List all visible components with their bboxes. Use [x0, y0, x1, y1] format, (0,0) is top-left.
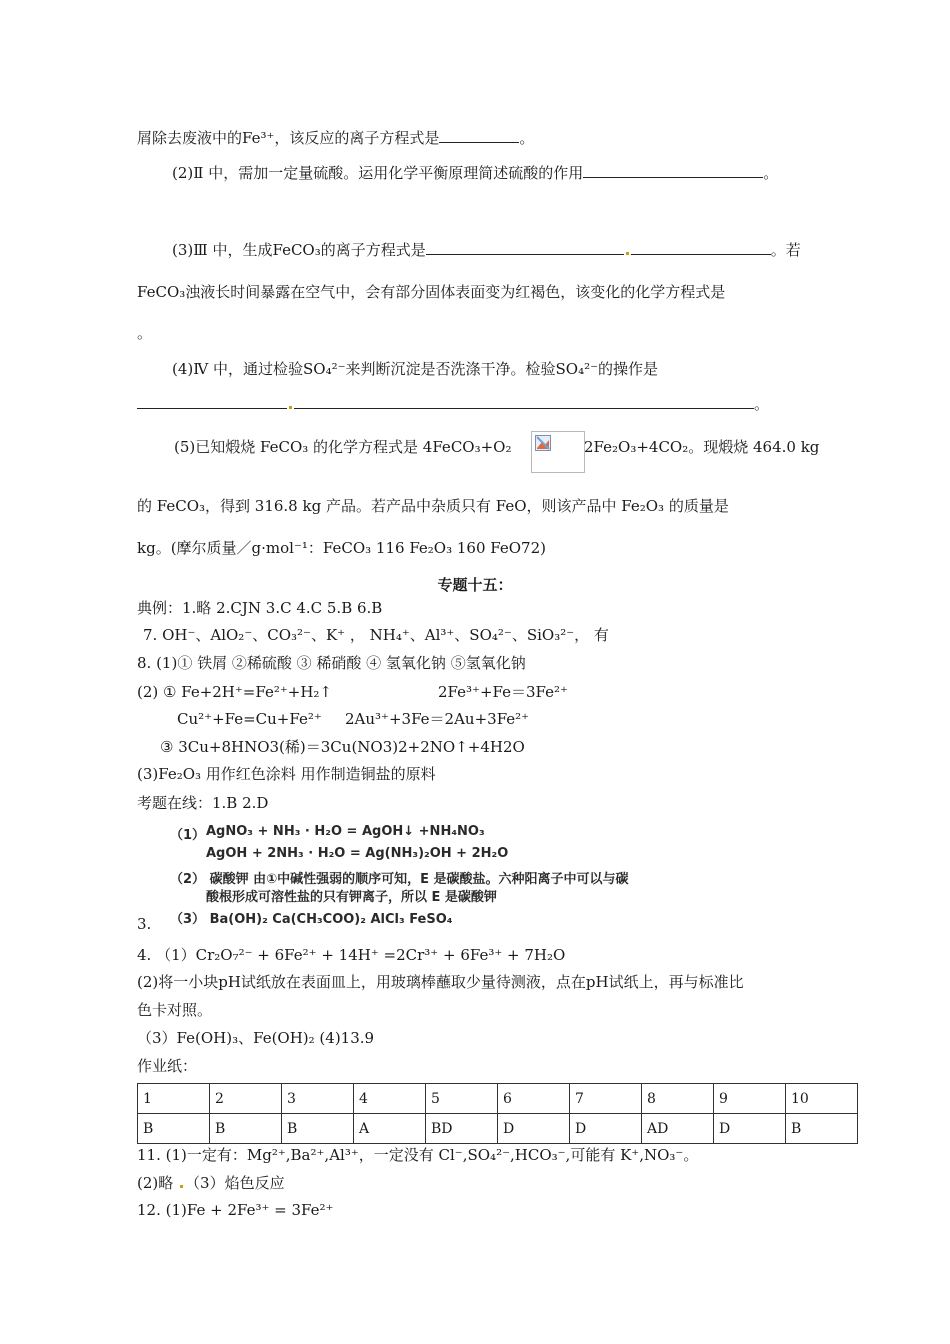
table-cell: A: [354, 1114, 426, 1144]
question-3-text-c: 。: [137, 324, 153, 342]
table-cell: B: [138, 1114, 210, 1144]
table-cell: B: [282, 1114, 354, 1144]
answer-line-8-2c: Cu²⁺+Fe=Cu+Fe²⁺: [177, 710, 322, 728]
question-2-text: (2)Ⅱ 中，需加一定量硫酸。运用化学平衡原理简述硫酸的作用: [172, 164, 584, 182]
answer-table: [137, 1083, 858, 1144]
answer-blank: [631, 240, 771, 255]
mark-dot: [289, 406, 292, 409]
table-header-row: [138, 1084, 858, 1114]
question-1-end: 。: [519, 129, 535, 147]
scan-line-3: （2） 碳酸钾 由①中碱性强弱的顺序可知，E 是碳酸盐。六种阳离子中可以与碳: [170, 872, 629, 887]
table-cell: 10: [786, 1084, 858, 1114]
table-cell: 9: [714, 1084, 786, 1114]
homework-label: 作业纸：: [137, 1057, 198, 1075]
question-4-blank-line: [137, 394, 769, 414]
table-cell: 2: [210, 1084, 282, 1114]
answer-11-2-text: (2)略: [137, 1174, 179, 1192]
question-5-text-left: (5)已知煅烧 FeCO₃ 的化学方程式是 4FeCO₃+O₂: [174, 438, 512, 456]
answer-blank: [426, 240, 624, 255]
question-5-line-c: [137, 538, 546, 558]
table-cell: 4: [354, 1084, 426, 1114]
question-5-left: [174, 437, 511, 457]
table-cell: D: [498, 1114, 570, 1144]
mark-dot: [626, 252, 629, 255]
table-cell: 8: [642, 1084, 714, 1114]
table-cell: B: [786, 1114, 858, 1144]
scan-line-4: 酸根形成可溶性盐的只有钾离子，所以 E 是碳酸钾: [206, 890, 497, 905]
answer-line-4: 4. （1）Cr₂O₇²⁻ + 6Fe²⁺ + 14H⁺ =2Cr³⁺ + 6Fe³⁺ + 7H₂O: [137, 946, 566, 964]
question-2-end: 。: [763, 164, 779, 182]
answer-line-4-2: (2)将一小块pH试纸放在表面皿上，用玻璃棒蘸取少量待测液，点在pH试纸上，再与标准比: [137, 973, 744, 991]
question-3-line-b: [137, 282, 725, 302]
section-heading: 专题十五：: [437, 576, 513, 594]
question-3-end: 。若: [770, 241, 801, 259]
question-5-text-b: 的 FeCO₃，得到 316.8 kg 产品。若产品中杂质只有 FeO，则该产品中 Fe₂O₃ 的质量是: [137, 497, 729, 515]
question-5-line-b: [137, 496, 729, 516]
answer-line-examples: 典例：1.略 2.CJN 3.C 4.C 5.B 6.B: [137, 599, 383, 617]
answer-line-8-2b: 2Fe³⁺+Fe＝3Fe²⁺: [438, 683, 568, 701]
scan-line-1b: AgNO₃ + NH₃ · H₂O = AgOH↓ +NH₄NO₃: [206, 824, 485, 839]
question-2-line: [172, 163, 778, 183]
answer-line-8-2d: 2Au³⁺+3Fe＝2Au+3Fe²⁺: [345, 710, 530, 728]
question-5-text-c: kg。(摩尔质量／g·mol⁻¹：FeCO₃ 116 Fe₂O₃ 160 FeO72): [137, 539, 546, 557]
table-cell: B: [210, 1114, 282, 1144]
answer-11-3-text: （3）焰色反应: [185, 1174, 285, 1192]
table-cell: D: [714, 1114, 786, 1144]
answer-blank: [294, 394, 754, 409]
question-4-text: (4)Ⅳ 中，通过检验SO₄²⁻来判断沉淀是否洗涤干净。检验SO₄²⁻的操作是: [172, 360, 659, 378]
answer-line-11: 11. (1)一定有：Mg²⁺,Ba²⁺,Al³⁺，一定没有 Cl⁻,SO₄²⁻,HCO₃⁻,可能有 K⁺,NO₃⁻。: [137, 1146, 699, 1164]
broken-image-icon: [535, 435, 551, 451]
answer-line-8-2e: ③ 3Cu+8HNO3(稀)＝3Cu(NO3)2+2NO↑+4H2O: [160, 738, 525, 756]
answer-blank: [137, 394, 287, 409]
scanned-answer-image: [170, 822, 670, 928]
question-4-line: [172, 359, 658, 379]
question-4-end: 。: [754, 395, 770, 413]
image-placeholder: [531, 431, 585, 473]
question-3-line-a: [172, 240, 801, 260]
answer-line-7: 7. OH⁻、AlO₂⁻、CO₃²⁻、K⁺ ， NH₄⁺、Al³⁺、SO₄²⁻、SiO₃²⁻， 有: [143, 626, 609, 644]
answer-line-12: 12. (1)Fe + 2Fe³⁺ = 3Fe²⁺: [137, 1201, 334, 1219]
table-cell: D: [570, 1114, 642, 1144]
answer-blank: [439, 128, 519, 143]
table-cell: 5: [426, 1084, 498, 1114]
question-1-text: 屑除去废液中的Fe³⁺，该反应的离子方程式是: [137, 129, 440, 147]
table-cell: AD: [642, 1114, 714, 1144]
answer-blank: [583, 163, 763, 178]
scan-line-2: AgOH + 2NH₃ · H₂O = Ag(NH₃)₂OH + 2H₂O: [206, 846, 509, 861]
table-cell: 1: [138, 1084, 210, 1114]
answer-line-3: 3.: [137, 915, 152, 933]
answer-line-online: 考题在线：1.B 2.D: [137, 794, 269, 812]
answer-line-8-2a: (2) ① Fe+2H⁺=Fe²⁺+H₂↑: [137, 683, 332, 701]
table-cell: BD: [426, 1114, 498, 1144]
answer-line-8: 8. (1)① 铁屑 ②稀硫酸 ③ 稀硝酸 ④ 氢氧化钠 ⑤氢氧化钠: [137, 654, 526, 672]
question-3-line-c: [137, 323, 152, 343]
answer-line-4-3: （3）Fe(OH)₃、Fe(OH)₂ (4)13.9: [137, 1029, 375, 1047]
table-cell: 6: [498, 1084, 570, 1114]
table-row: [138, 1114, 858, 1144]
scan-line-5: （3） Ba(OH)₂ Ca(CH₃COO)₂ AlCl₃ FeSO₄: [170, 912, 453, 927]
mark-dot: [180, 1185, 183, 1188]
table-cell: 7: [570, 1084, 642, 1114]
question-5-right: [584, 437, 819, 457]
question-3-text-b: FeCO₃浊液长时间暴露在空气中，会有部分固体表面变为红褐色，该变化的化学方程式是: [137, 283, 726, 301]
scan-line-1a: （1）: [170, 828, 206, 843]
answer-line-11-2: [137, 1173, 285, 1193]
question-1-line: [137, 128, 534, 148]
answer-line-4-2b: 色卡对照。: [137, 1001, 213, 1019]
answer-line-8-3: (3)Fe₂O₃ 用作红色涂料 用作制造铜盐的原料: [137, 765, 436, 783]
question-5-text-right: 2Fe₂O₃+4CO₂。现煅烧 464.0 kg: [584, 438, 820, 456]
question-3-text: (3)Ⅲ 中，生成FeCO₃的离子方程式是: [172, 241, 426, 259]
table-cell: 3: [282, 1084, 354, 1114]
